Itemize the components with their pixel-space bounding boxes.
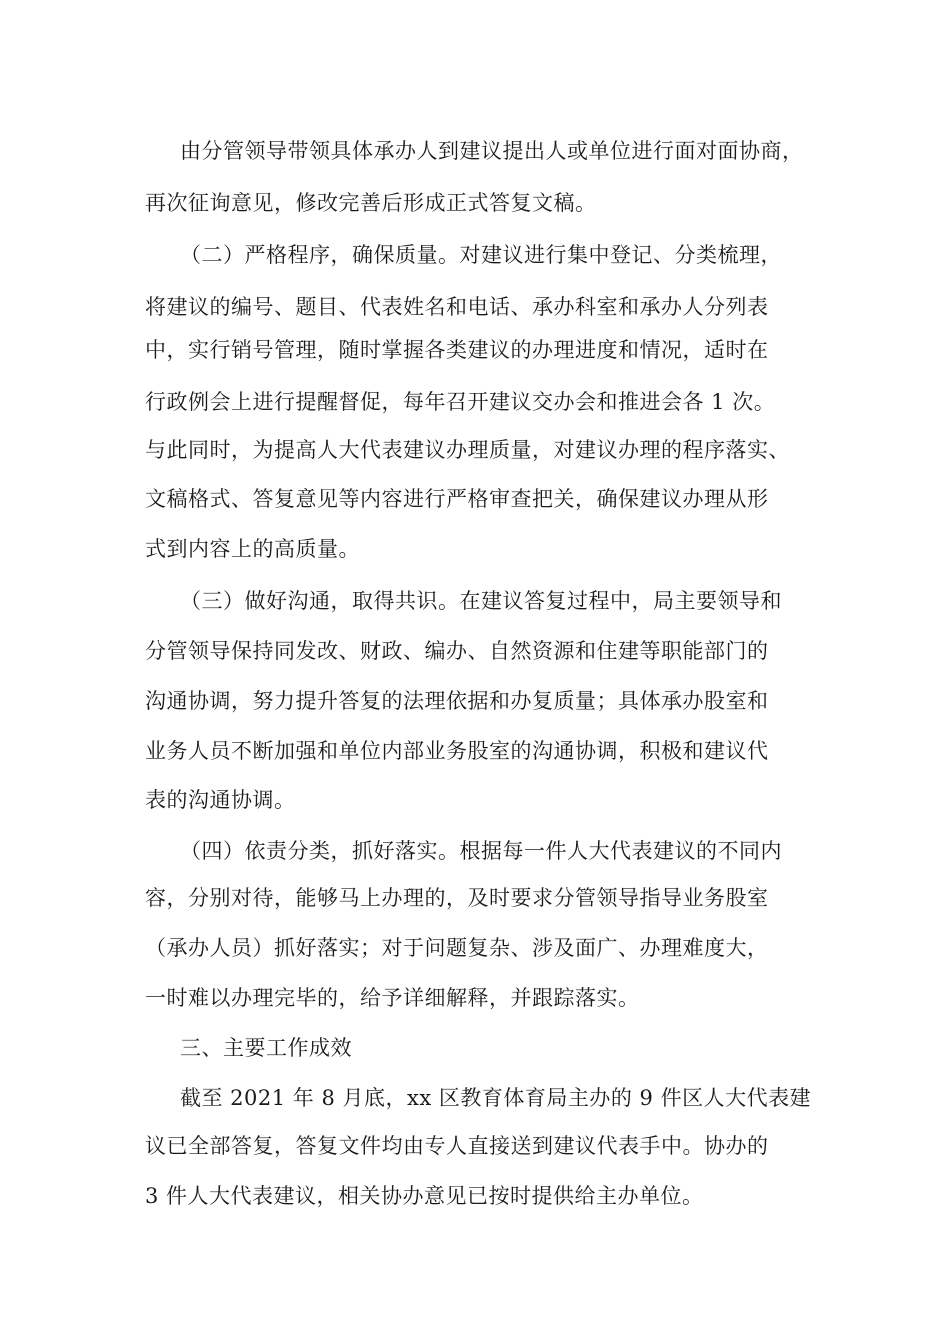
paragraph-line: 再次征询意见，修改完善后形成正式答复文稿。	[145, 191, 597, 215]
paragraph-line: 分管领导保持同发改、财政、编办、自然资源和住建等职能部门的	[145, 639, 769, 663]
paragraph-line: 文稿格式、答复意见等内容进行严格审查把关，确保建议办理从形	[145, 487, 769, 511]
paragraph-line: （二）严格程序，确保质量。对建议进行集中登记、分类梳理，	[180, 243, 782, 267]
paragraph-line: 容，分别对待，能够马上办理的，及时要求分管领导指导业务股室	[145, 886, 769, 910]
paragraph-line: 表的沟通协调。	[145, 788, 296, 812]
paragraph-line: 3 件人大代表建议，相关协办意见已按时提供给主办单位。	[145, 1184, 704, 1208]
paragraph-line: 与此同时，为提高人大代表建议办理质量，对建议办理的程序落实、	[145, 438, 790, 462]
paragraph-line: 截至 2021 年 8 月底，xx 区教育体育局主办的 9 件区人大代表建	[180, 1086, 812, 1110]
paragraph-line: 中，实行销号管理，随时掌握各类建议的办理进度和情况，适时在	[145, 338, 769, 362]
paragraph-line: 由分管领导带领具体承办人到建议提出人或单位进行面对面协商，	[180, 139, 804, 163]
paragraph-line: 式到内容上的高质量。	[145, 537, 360, 561]
paragraph-line: 行政例会上进行提醒督促，每年召开建议交办会和推进会各 1 次。	[145, 390, 776, 414]
paragraph-line: （四）依责分类，抓好落实。根据每一件人大代表建议的不同内	[180, 839, 782, 863]
paragraph-line: 议已全部答复，答复文件均由专人直接送到建议代表手中。协办的	[145, 1134, 769, 1158]
paragraph-line: 沟通协调，努力提升答复的法理依据和办复质量；具体承办股室和	[145, 689, 769, 713]
paragraph-line: （承办人员）抓好落实；对于问题复杂、涉及面广、办理难度大，	[145, 936, 769, 960]
paragraph-line: 将建议的编号、题目、代表姓名和电话、承办科室和承办人分列表	[145, 295, 769, 319]
paragraph-line: 一时难以办理完毕的，给予详细解释，并跟踪落实。	[145, 986, 640, 1010]
section-heading: 三、主要工作成效	[180, 1036, 352, 1060]
paragraph-line: 业务人员不断加强和单位内部业务股室的沟通协调，积极和建议代	[145, 739, 769, 763]
paragraph-line: （三）做好沟通，取得共识。在建议答复过程中，局主要领导和	[180, 589, 782, 613]
